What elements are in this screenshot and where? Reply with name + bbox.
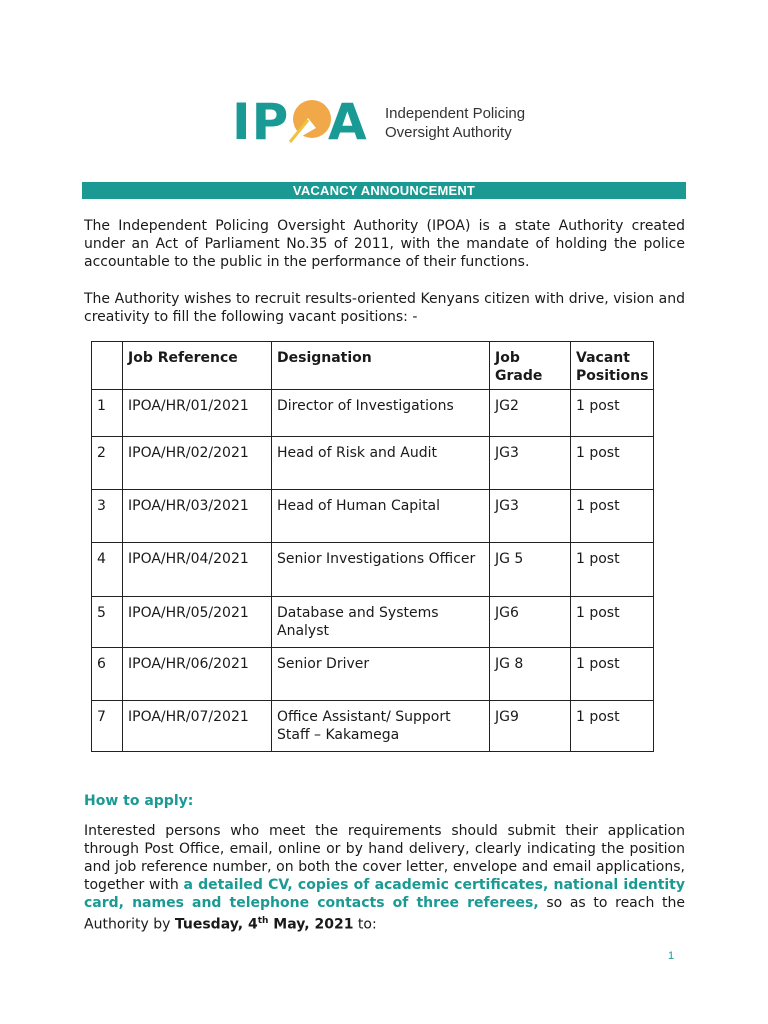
ipoa-logo-mark	[232, 94, 377, 150]
header-job-reference: Job Reference	[123, 342, 272, 390]
table-row	[92, 390, 654, 437]
table-row	[92, 648, 654, 701]
cell-job-grade: JG3	[490, 437, 571, 490]
logo-letters-ip: IP	[232, 93, 290, 151]
cell-job-reference: IPOA/HR/06/2021	[123, 648, 272, 701]
cell-job-grade: JG9	[490, 701, 571, 752]
table-row	[92, 543, 654, 597]
apply-requirements-highlight: a detailed CV, copies of academic certificates, national identity card, names and telephone contacts of three referees,	[84, 877, 685, 911]
cell-index: 6	[92, 648, 123, 701]
apply-paragraph	[84, 822, 685, 934]
logo-sun-icon	[286, 98, 332, 146]
cell-job-grade: JG 5	[490, 543, 571, 597]
cell-index: 5	[92, 597, 123, 648]
logo-line-1: Independent Policing	[385, 105, 526, 122]
apply-text-3: to:	[353, 916, 377, 933]
cell-vacant-positions: 1 post	[571, 437, 654, 490]
cell-job-reference: IPOA/HR/04/2021	[123, 543, 272, 597]
cell-job-grade: JG 8	[490, 648, 571, 701]
cell-index: 7	[92, 701, 123, 752]
cell-designation: Head of Human Capital	[272, 490, 490, 543]
deadline-date-sup: th	[257, 916, 269, 926]
cell-vacant-positions: 1 post	[571, 648, 654, 701]
cell-job-reference: IPOA/HR/01/2021	[123, 390, 272, 437]
cell-job-reference: IPOA/HR/02/2021	[123, 437, 272, 490]
vacancy-banner: VACANCY ANNOUNCEMENT	[82, 182, 686, 199]
table-header-row	[92, 342, 654, 390]
cell-vacant-positions: 1 post	[571, 701, 654, 752]
header-job-grade: Job Grade	[490, 342, 571, 390]
recruit-paragraph: The Authority wishes to recruit results-oriented Kenyans citizen with drive, vision and creativity to fill the following vacant positions: -	[84, 291, 685, 325]
cell-designation: Senior Driver	[272, 648, 490, 701]
table-row	[92, 597, 654, 648]
cell-job-grade: JG6	[490, 597, 571, 648]
cell-job-reference: IPOA/HR/03/2021	[123, 490, 272, 543]
table-row	[92, 490, 654, 543]
cell-job-grade: JG2	[490, 390, 571, 437]
cell-designation: Director of Investigations	[272, 390, 490, 437]
cell-index: 2	[92, 437, 123, 490]
logo-line-2: Oversight Authority	[385, 124, 512, 141]
cell-vacant-positions: 1 post	[571, 490, 654, 543]
cell-index: 4	[92, 543, 123, 597]
cell-index: 3	[92, 490, 123, 543]
table-row	[92, 437, 654, 490]
table-row	[92, 701, 654, 752]
cell-index: 1	[92, 390, 123, 437]
cell-vacant-positions: 1 post	[571, 543, 654, 597]
deadline-date-a: Tuesday, 4	[174, 916, 258, 933]
logo-letter-a: A	[328, 93, 367, 151]
apply-text-2: so as to reach the Authority by	[84, 895, 685, 933]
header-index	[92, 342, 123, 390]
vacancy-table	[91, 341, 654, 752]
header-vacant-positions: Vacant Positions	[571, 342, 654, 390]
deadline-date-b: May, 2021	[268, 916, 354, 933]
cell-designation: Office Assistant/ Support Staff – Kakamega	[272, 701, 490, 752]
cell-vacant-positions: 1 post	[571, 597, 654, 648]
cell-designation: Senior Investigations Officer	[272, 543, 490, 597]
how-to-apply-heading: How to apply:	[84, 793, 194, 809]
header-designation: Designation	[272, 342, 490, 390]
cell-job-grade: JG3	[490, 490, 571, 543]
page-number: 1	[668, 950, 675, 962]
logo-wordmark	[385, 104, 525, 142]
cell-job-reference: IPOA/HR/07/2021	[123, 701, 272, 752]
intro-paragraph: The Independent Policing Oversight Authority (IPOA) is a state Authority created under an Act of Parliament No.35 of 2011, with the mandate of holding the police accountable to the public in the performance of their functions.	[84, 218, 685, 270]
cell-designation: Head of Risk and Audit	[272, 437, 490, 490]
cell-vacant-positions: 1 post	[571, 390, 654, 437]
apply-text-1: Interested persons who meet the requirements should submit their application through Post Office, email, online or by hand delivery, clearly indicating the position and job reference number, on both the cover letter, envelope and email applications, together with	[84, 823, 685, 893]
ipoa-logo	[232, 94, 377, 150]
cell-job-reference: IPOA/HR/05/2021	[123, 597, 272, 648]
cell-designation: Database and Systems Analyst	[272, 597, 490, 648]
